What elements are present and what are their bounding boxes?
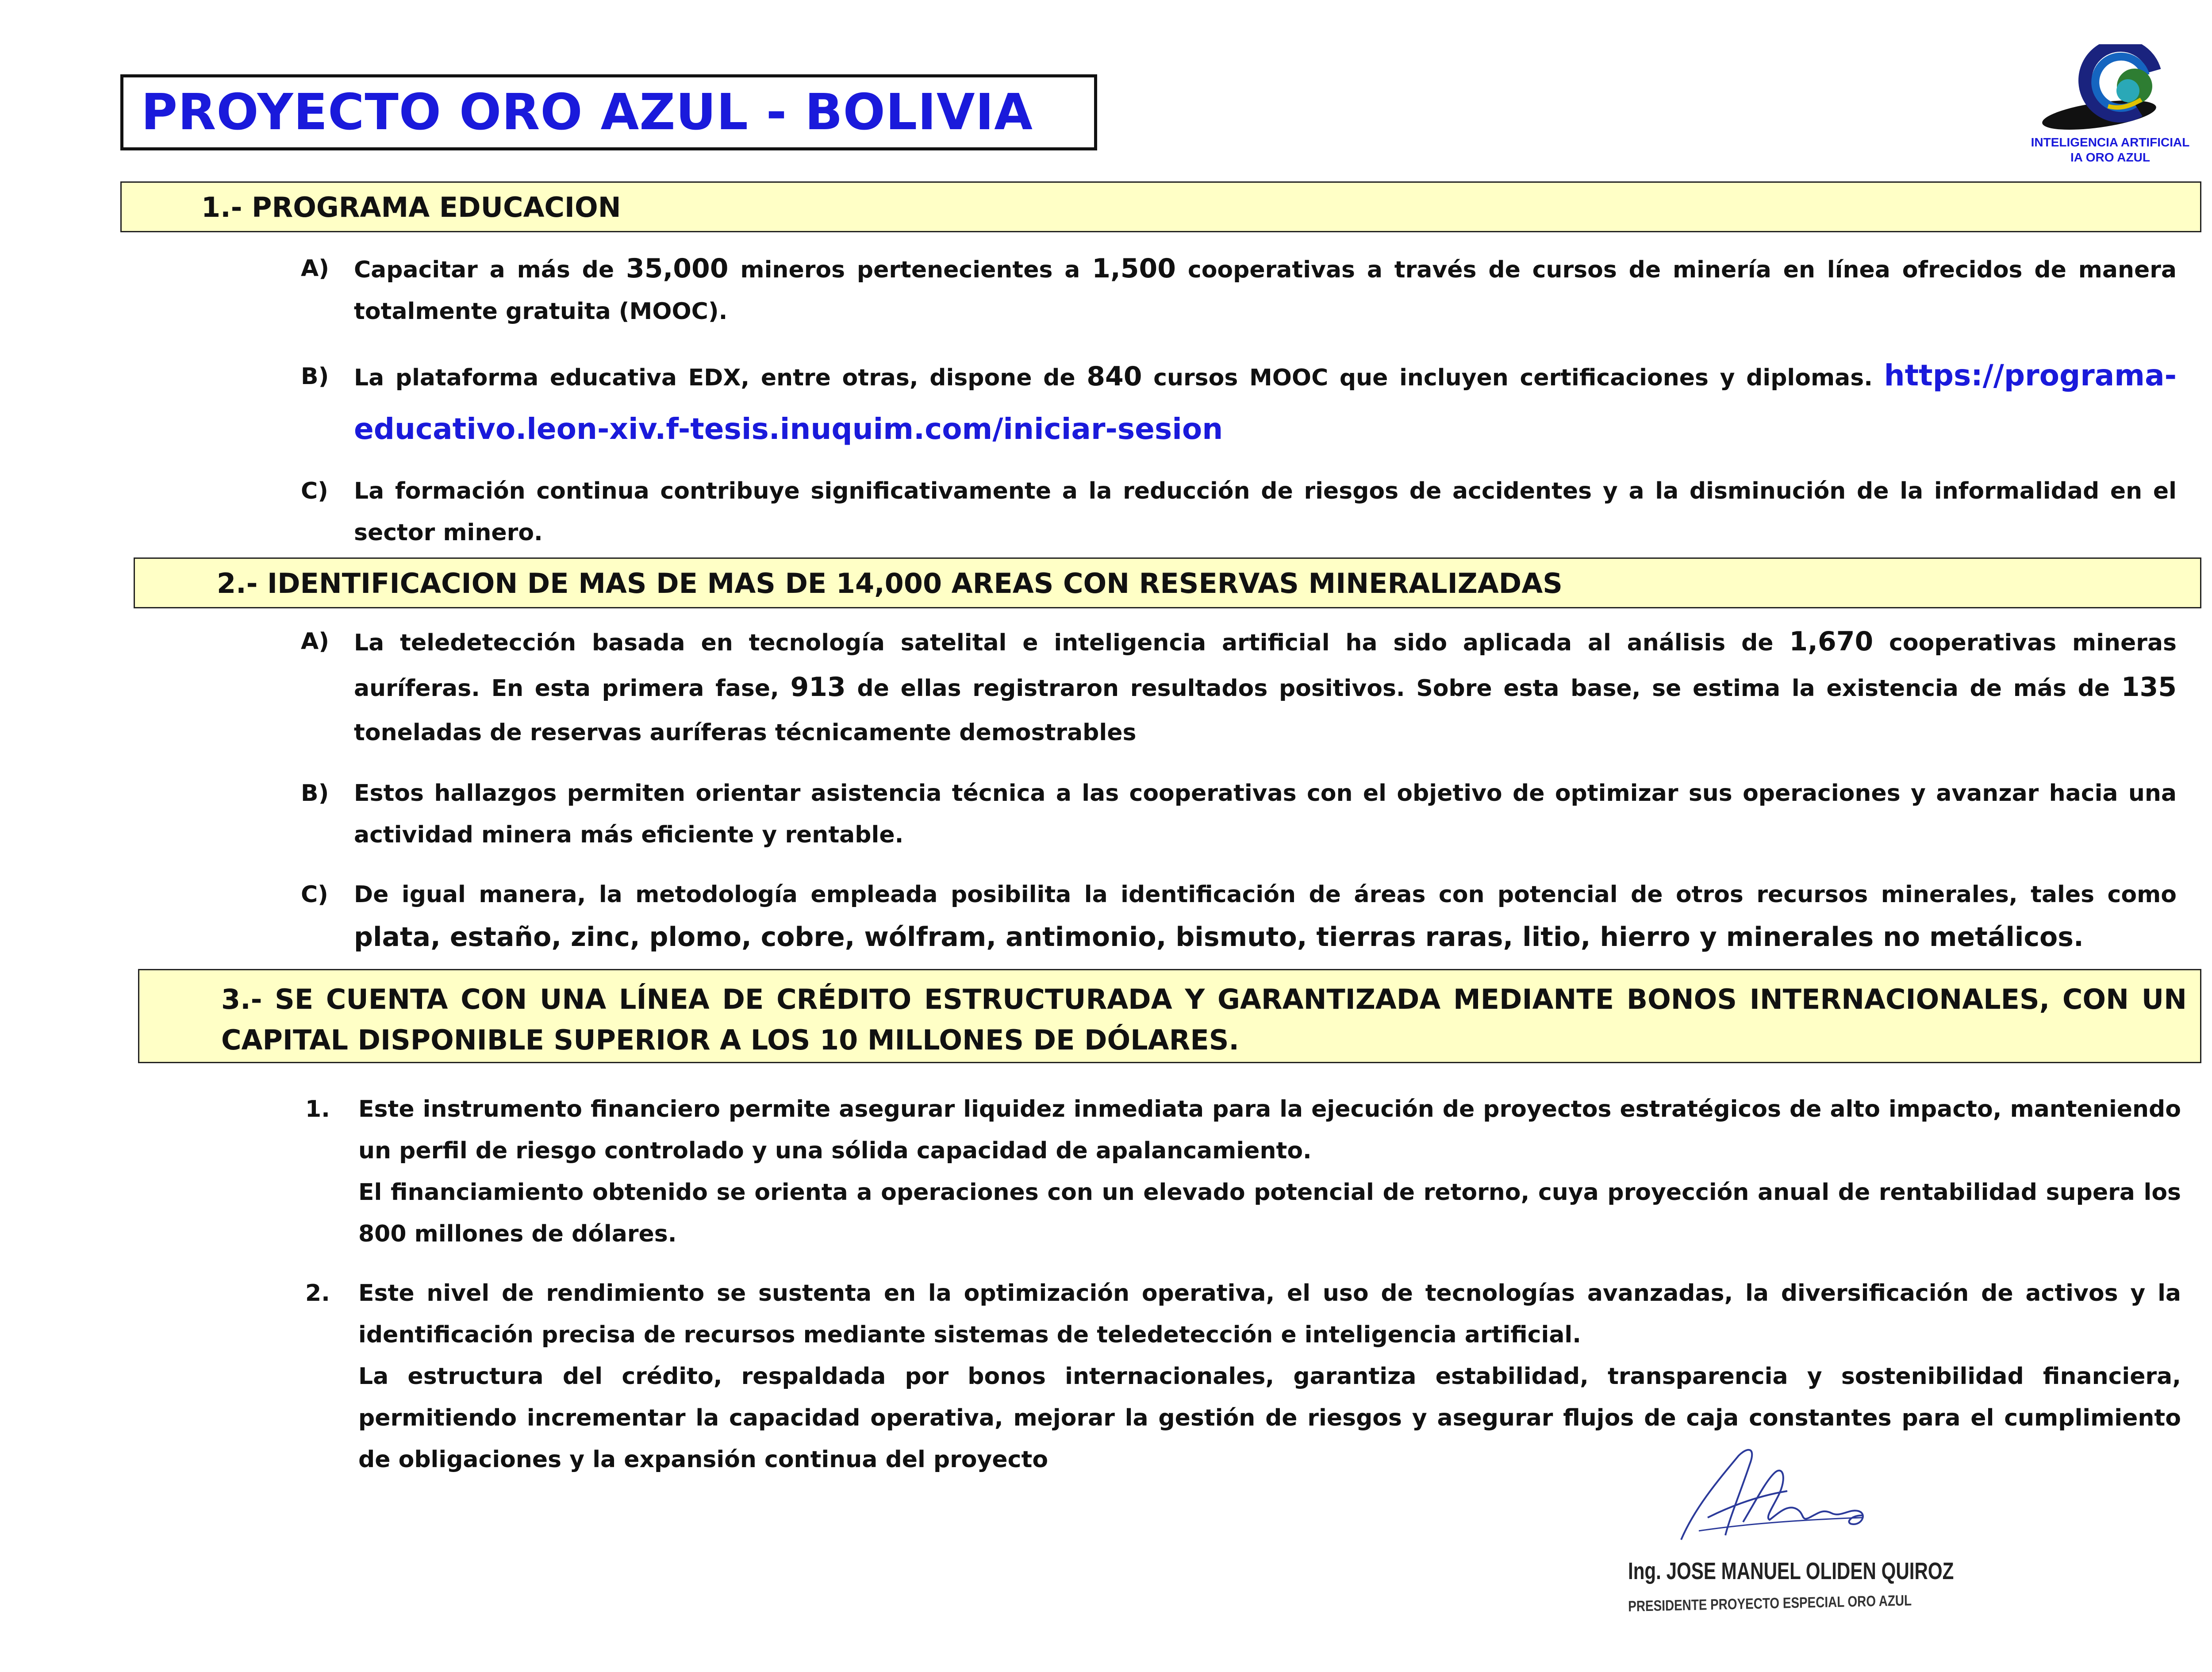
highlight-number: 840 [1087, 361, 1142, 392]
text-run: La plataforma educativa EDX, entre otras, dispone de [354, 365, 1087, 391]
highlight-number: 1,670 [1789, 626, 1874, 657]
list-item [301, 248, 2177, 332]
text-run: La teledetección basada en tecnología satelital e inteligencia artificial ha sido aplicada al análisis de [354, 630, 1790, 656]
item-marker: B) [301, 363, 329, 390]
platform-link[interactable]: https://programa-educativo.leon-xiv.f-tesis.inuquim.com/iniciar-sesion [354, 358, 2177, 446]
section-2-items [301, 619, 2177, 977]
signatory-role: PRESIDENTE PROYECTO ESPECIAL ORO AZUL [1628, 1592, 1912, 1615]
text-run: toneladas de reservas auríferas técnicamente demostrables [354, 719, 1137, 746]
list-item [301, 619, 2177, 755]
item-marker: B) [301, 780, 329, 807]
item-marker: A) [301, 628, 330, 655]
page-title: PROYECTO ORO AZUL - BOLIVIA [141, 84, 1033, 141]
item-text: La estructura del crédito, respaldada por bonos internacionales, garantiza estabilidad, transparencia y sostenibilidad financiera, permitiendo incrementar la capacidad operativa, mejorar la gestión de riesgos y asegurar flujos de caja constantes para el cumplimiento de obligaciones y la expansión continua del proyecto [358, 1363, 2181, 1473]
highlight-number: 35,000 [626, 253, 729, 284]
item-text: Este instrumento financiero permite asegurar liquidez inmediata para la ejecución de proyectos estratégicos de alto impacto, manteniendo un perfil de riesgo controlado y una sólida capacidad de apalancamiento. [358, 1096, 2181, 1164]
logo-caption-line2: IA ORO AZUL [2070, 150, 2150, 164]
highlight-number: 913 [790, 672, 846, 703]
item-marker: C) [301, 881, 328, 908]
item-marker: 2. [305, 1280, 330, 1307]
item-text: El financiamiento obtenido se orienta a operaciones con un elevado potencial de retorno, cuya proyección anual de rentabilidad supera los 800 millones de dólares. [358, 1179, 2181, 1247]
section-1-heading: 1.- PROGRAMA EDUCACION [120, 181, 2201, 232]
item-marker: A) [301, 255, 330, 282]
text-run: de ellas registraron resultados positivos. Sobre esta base, se estima la existencia de más de [845, 675, 2121, 702]
signature-scribble [1655, 1429, 1902, 1562]
item-text: Este nivel de rendimiento se sustenta en la optimización operativa, el uso de tecnologías avanzadas, la diversificación de activos y la identificación precisa de recursos mediante sistemas de teledetección e inteligencia artificial. [358, 1280, 2181, 1348]
section-3-heading: 3.- SE CUENTA CON UNA LÍNEA DE CRÉDITO ESTRUCTURADA Y GARANTIZADA MEDIANTE BONOS INTERNACIONALES, CON UN CAPITAL DISPONIBLE SUPERIOR A LOS 10 MILLONES DE DÓLARES. [138, 969, 2201, 1063]
item-marker: 1. [305, 1096, 330, 1122]
item-text [354, 873, 2177, 960]
minerals-list: plata, estaño, zinc, plomo, cobre, wólfram, antimonio, bismuto, tierras raras, litio, hierro y minerales no metálicos. [354, 922, 2084, 953]
text-run: cooperativas a través de cursos de minería en línea ofrecidos de manera totalmente gratuita (MOOC). [354, 257, 2177, 325]
item-text: Estos hallazgos permiten orientar asistencia técnica a las cooperativas con el objetivo de optimizar sus operaciones y avanzar hacia una actividad minera más eficiente y rentable. [354, 780, 2177, 848]
list-item [301, 350, 2177, 457]
signatory-name: Ing. JOSE MANUEL OLIDEN QUIROZ [1628, 1558, 1954, 1584]
list-item [301, 773, 2177, 856]
highlight-number: 1,500 [1092, 253, 1176, 284]
text-run: De igual manera, la metodología empleada posibilita la identificación de áreas con potencial de otros recursos minerales, tales como [354, 881, 2177, 908]
text-run: cursos MOOC que incluyen certificaciones y diplomas. [1142, 365, 1884, 391]
text-run: mineros pertenecientes a [728, 257, 1092, 283]
text-run: cooperativas mineras auríferas. En esta primera fase, [354, 630, 2177, 702]
section-1-items [301, 248, 2177, 571]
item-text: La formación continua contribuye significativamente a la reducción de riesgos de accidentes y a la disminución de la informalidad en el sector minero. [354, 478, 2177, 546]
text-run: Capacitar a más de [354, 257, 626, 283]
list-item [301, 873, 2177, 960]
item-text [354, 350, 2177, 457]
item-text [354, 248, 2177, 332]
list-item [301, 470, 2177, 553]
logo-caption [2004, 135, 2212, 165]
item-marker: C) [301, 478, 328, 504]
list-item [305, 1088, 2181, 1255]
section-2-heading: 2.- IDENTIFICACION DE MAS DE MAS DE 14,000 AREAS CON RESERVAS MINERALIZADAS [134, 557, 2201, 608]
logo-caption-line1: INTELIGENCIA ARTIFICIAL [2031, 135, 2190, 149]
item-text [354, 619, 2177, 755]
title-box [120, 74, 1097, 150]
highlight-number: 135 [2121, 672, 2177, 703]
